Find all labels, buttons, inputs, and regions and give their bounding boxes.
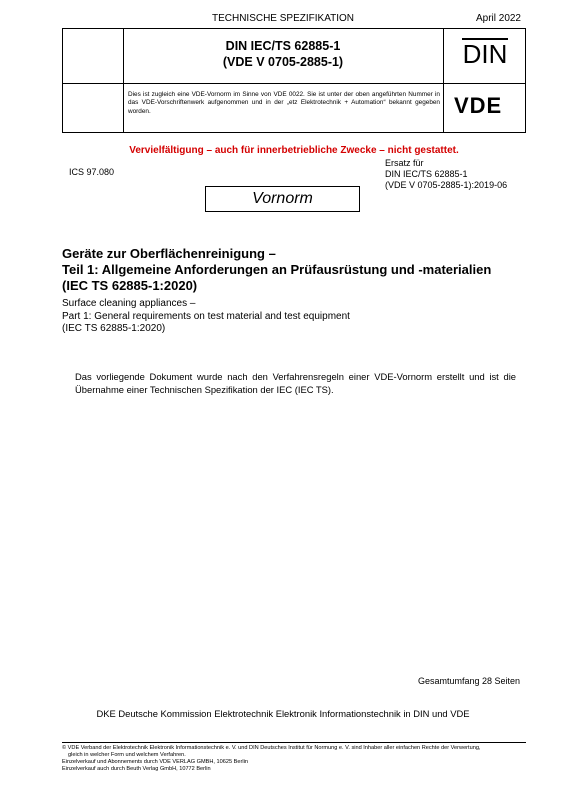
- document-number-vde: (VDE V 0705-2885-1): [222, 55, 344, 69]
- english-title-line3: (IEC TS 62885-1:2020): [62, 323, 166, 334]
- copy-restriction-notice: Vervielfältigung – auch für innerbetriebliche Zwecke – nicht gestattet.: [129, 145, 459, 156]
- document-number-din: DIN IEC/TS 62885-1: [225, 39, 341, 53]
- frame-divider-right: [443, 29, 444, 132]
- publication-date: April 2022: [475, 13, 521, 24]
- replaces-line1: DIN IEC/TS 62885-1: [385, 169, 468, 179]
- document-number: [123, 38, 443, 70]
- status-label-box: Vornorm: [205, 186, 360, 212]
- german-title-line2: Teil 1: Allgemeine Anforderungen an Prüfausrüstung und -materialien: [62, 262, 492, 277]
- replaces-block: [385, 158, 507, 191]
- replaces-label: Ersatz für: [385, 158, 424, 168]
- footer-line4: Einzelverkauf auch durch Beuth Verlag GmbH, 10772 Berlin: [62, 766, 211, 772]
- dke-line: DKE Deutsche Kommission Elektrotechnik Elektronik Informationstechnik in DIN und VDE: [96, 708, 470, 719]
- din-logo: [461, 37, 509, 67]
- vde-note: Dies ist zugleich eine VDE-Vornorm im Sinne von VDE 0022. Sie ist unter der oben angeführten Nummer in das VDE-Vorschriftenwerk aufgenommen und in der „etz Elektrotechnik + Automation“ bekannt gegeben worden.: [128, 91, 440, 115]
- english-title: [62, 298, 532, 336]
- ics-code: ICS 97.080: [69, 167, 115, 177]
- footer-divider: [62, 742, 526, 743]
- document-type-header: TECHNISCHE SPEZIFIKATION: [211, 13, 355, 24]
- footer-line3: Einzelverkauf und Abonnements durch VDE VERLAG GMBH, 10625 Berlin: [62, 759, 248, 765]
- frame-divider-horizontal: [63, 83, 525, 84]
- footer-line2: gleich in welcher Form und welchem Verfahren.: [68, 752, 186, 758]
- din-logo-text: DIN: [462, 39, 508, 67]
- footer-line1: © VDE Verband der Elektrotechnik Elektronik Informationstechnik e. V. und DIN Deutsches Institut für Normung e. V. sind Inhaber aller einfachen Rechte der Verwertung,: [62, 745, 481, 751]
- body-paragraph: Das vorliegende Dokument wurde nach den Verfahrensregeln einer VDE-Vornorm erstellt und ist die Übernahme einer Technischen Spezifikation der IEC (IEC TS).: [75, 371, 516, 395]
- english-title-line2: Part 1: General requirements on test material and test equipment: [62, 310, 350, 322]
- vde-logo: VDE: [454, 93, 503, 118]
- german-title-line1: Geräte zur Oberflächenreinigung –: [62, 246, 276, 261]
- replaces-line2: (VDE V 0705-2885-1):2019-06: [385, 180, 508, 190]
- copyright-footer: [62, 745, 532, 773]
- english-title-line1: Surface cleaning appliances –: [62, 298, 196, 309]
- total-pages: Gesamtumfang 28 Seiten: [417, 676, 520, 686]
- german-title: [62, 246, 532, 294]
- german-title-line3: (IEC TS 62885-1:2020): [62, 278, 198, 293]
